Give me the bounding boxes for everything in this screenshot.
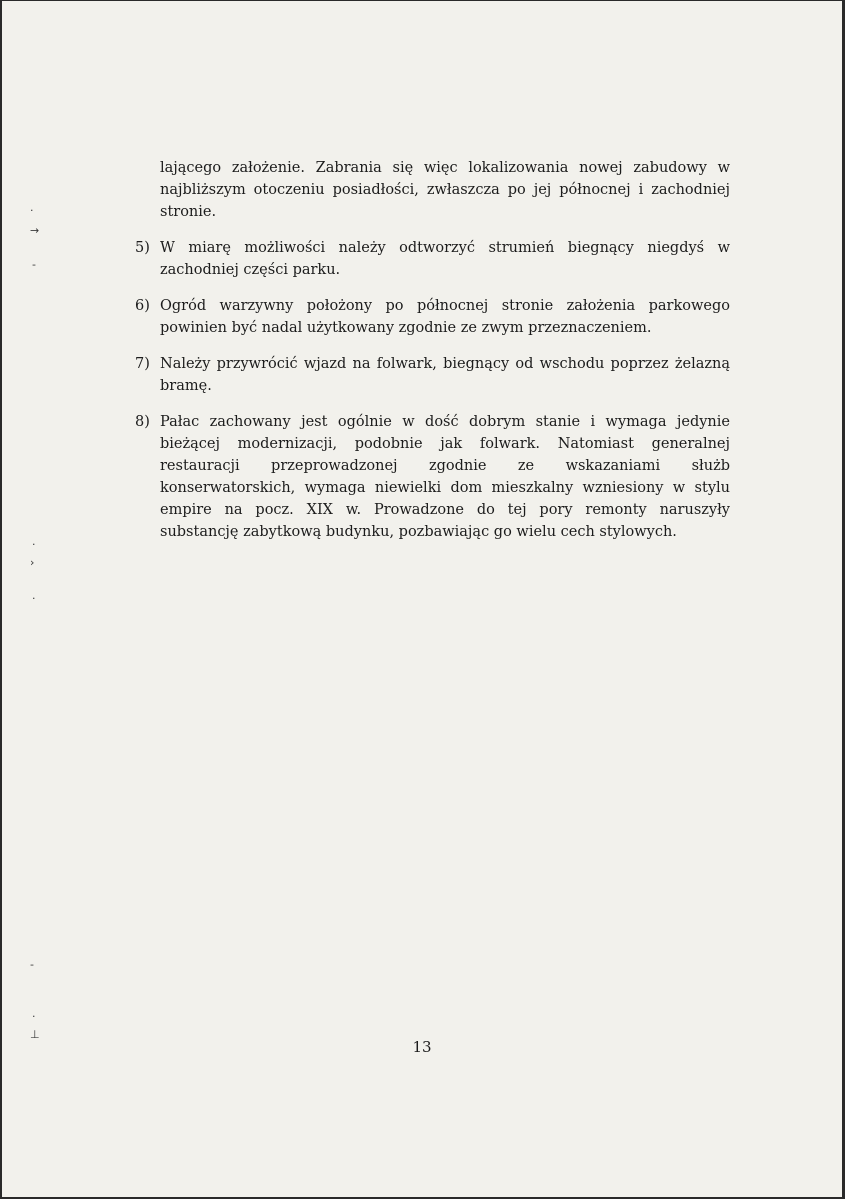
margin-mark: - bbox=[32, 258, 36, 271]
document-page bbox=[2, 1, 842, 1197]
list-item-6 bbox=[135, 295, 730, 339]
list-item-text: Należy przywrócić wjazd na folwark, biegnący od wschodu poprzez żelazną bramę. bbox=[160, 356, 730, 394]
margin-mark: · bbox=[30, 204, 34, 217]
margin-mark: ⊥ bbox=[30, 1028, 40, 1041]
list-item-number: 6) bbox=[135, 298, 150, 314]
margin-mark: - bbox=[30, 958, 34, 971]
list-item-number: 8) bbox=[135, 414, 150, 430]
list-item-text: Pałac zachowany jest ogólnie w dość dobrym stanie i wymaga jedynie bieżącej modernizacji, podobnie jak folwark. Natomiast generalnej restauracji przeprowadzonej zgodnie ze wskazaniami służb konserwatorskich, wymaga niewielki dom mieszkalny wzniesiony w stylu empire na pocz. XIX w. Prowadzone do tej pory remonty naruszyły substancję zabytkową budynku, pozbawiając go wielu cech stylowych. bbox=[160, 414, 730, 540]
list-item-text: W miarę możliwości należy odtworzyć strumień biegnący niegdyś w zachodniej części parku. bbox=[160, 240, 730, 278]
list-item-number: 5) bbox=[135, 240, 150, 256]
list-item-8 bbox=[135, 411, 730, 543]
margin-mark: → bbox=[30, 224, 40, 237]
body-text bbox=[135, 157, 730, 557]
page-number: 13 bbox=[412, 1038, 432, 1056]
list-item-7 bbox=[135, 353, 730, 397]
margin-mark: › bbox=[30, 556, 35, 569]
continuation-paragraph: lającego założenie. Zabrania się więc lokalizowania nowej zabudowy w najbliższym otoczeniu posiadłości, zwłaszcza po jej północnej i zachodniej stronie. bbox=[160, 160, 730, 220]
margin-mark: · bbox=[32, 538, 36, 551]
list-item-5 bbox=[135, 237, 730, 281]
margin-mark: · bbox=[32, 592, 36, 605]
margin-mark: · bbox=[32, 1010, 36, 1023]
list-item-number: 7) bbox=[135, 356, 150, 372]
list-item-text: Ogród warzywny położony po północnej stronie założenia parkowego powinien być nadal użytkowany zgodnie ze zwym przeznaczeniem. bbox=[160, 298, 730, 336]
